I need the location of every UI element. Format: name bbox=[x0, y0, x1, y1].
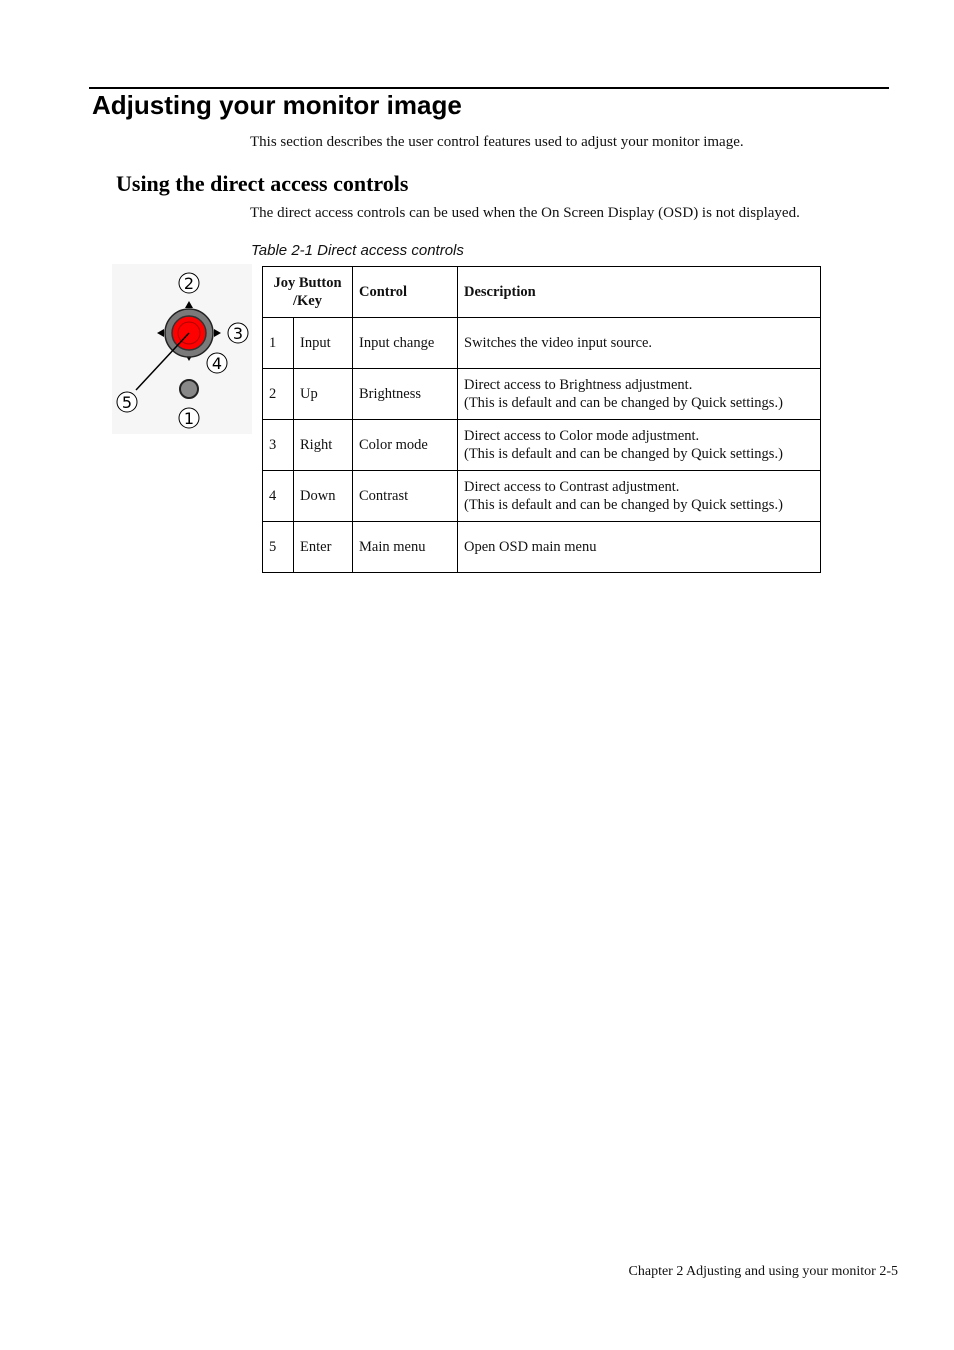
row-number: 4 bbox=[263, 471, 294, 522]
callout-3 bbox=[228, 323, 248, 343]
callout-4 bbox=[207, 353, 227, 373]
row-description-line1: Direct access to Contrast adjustment. bbox=[464, 479, 680, 495]
table-row bbox=[263, 318, 821, 369]
row-description-line1: Switches the video input source. bbox=[464, 335, 653, 351]
callout-4-label: 4 bbox=[211, 354, 223, 373]
header-joy-line1: Joy Button bbox=[273, 275, 342, 291]
row-key: Input bbox=[294, 318, 353, 369]
row-control: Main menu bbox=[353, 522, 458, 573]
row-number: 3 bbox=[263, 420, 294, 471]
row-description-line1: Direct access to Color mode adjustment. bbox=[464, 428, 700, 444]
row-description bbox=[458, 471, 821, 522]
row-description bbox=[458, 369, 821, 420]
direct-access-table bbox=[262, 266, 821, 573]
table-row bbox=[263, 369, 821, 420]
section-title: Using the direct access controls bbox=[116, 171, 409, 196]
header-control: Control bbox=[353, 267, 458, 318]
callout-5 bbox=[117, 392, 137, 412]
section-paragraph: The direct access controls can be used when the On Screen Display (OSD) is not displayed. bbox=[250, 205, 800, 221]
callout-1-label: 1 bbox=[183, 409, 195, 428]
heading-rule bbox=[89, 87, 889, 89]
row-description bbox=[458, 420, 821, 471]
row-description bbox=[458, 522, 821, 573]
row-control: Input change bbox=[353, 318, 458, 369]
row-description-line2: (This is default and can be changed by Quick settings.) bbox=[464, 446, 783, 462]
table-row bbox=[263, 471, 821, 522]
row-control: Brightness bbox=[353, 369, 458, 420]
table-caption: Table 2-1 Direct access controls bbox=[251, 242, 464, 259]
row-key: Up bbox=[294, 369, 353, 420]
intro-text: This section describes the user control features used to adjust your monitor image. bbox=[250, 134, 744, 150]
row-number: 1 bbox=[263, 318, 294, 369]
row-description-line2: (This is default and can be changed by Quick settings.) bbox=[464, 395, 783, 411]
row-number: 2 bbox=[263, 369, 294, 420]
row-control: Contrast bbox=[353, 471, 458, 522]
header-description: Description bbox=[458, 267, 821, 318]
header-joy-line2: /Key bbox=[293, 293, 322, 309]
row-control: Color mode bbox=[353, 420, 458, 471]
callout-2-label: 2 bbox=[183, 274, 195, 293]
callout-3-label: 3 bbox=[232, 324, 244, 343]
callout-5-label: 5 bbox=[121, 393, 133, 412]
table-row bbox=[263, 420, 821, 471]
row-key: Right bbox=[294, 420, 353, 471]
callout-2 bbox=[179, 273, 199, 293]
row-key: Enter bbox=[294, 522, 353, 573]
row-description-line1: Open OSD main menu bbox=[464, 539, 597, 555]
table-header-row bbox=[263, 267, 821, 318]
row-number: 5 bbox=[263, 522, 294, 573]
page-title: Adjusting your monitor image bbox=[92, 90, 462, 120]
row-description bbox=[458, 318, 821, 369]
callout-1 bbox=[179, 408, 199, 428]
row-description-line1: Direct access to Brightness adjustment. bbox=[464, 377, 693, 393]
table-row bbox=[263, 522, 821, 573]
row-key: Down bbox=[294, 471, 353, 522]
input-button bbox=[180, 380, 198, 398]
page-footer: Chapter 2 Adjusting and using your monitor 2-5 bbox=[628, 1264, 898, 1279]
joystick-diagram bbox=[112, 264, 252, 434]
header-joy-button bbox=[263, 267, 353, 318]
row-description-line2: (This is default and can be changed by Quick settings.) bbox=[464, 497, 783, 513]
